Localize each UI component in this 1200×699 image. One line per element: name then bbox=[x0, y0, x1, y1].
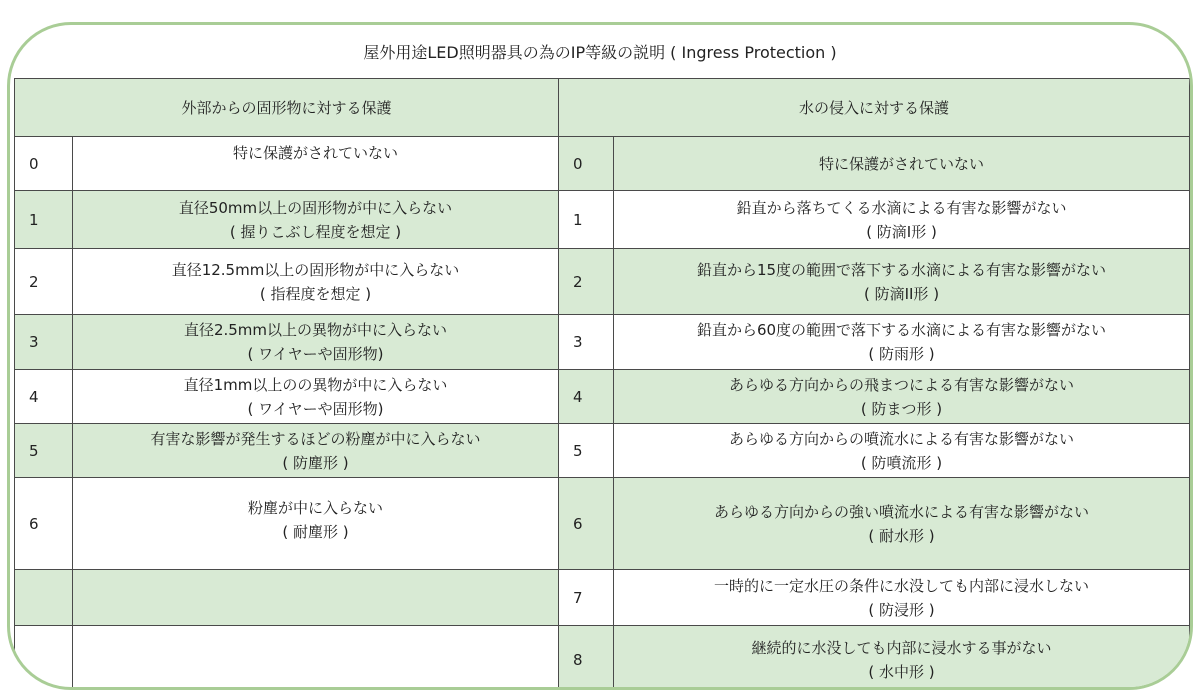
water-line1: 鉛直から15度の範囲で落下する水滴による有害な影響がない bbox=[696, 260, 1107, 279]
water-line1: あらゆる方向からの噴流水による有害な影響がない bbox=[729, 429, 1075, 448]
water-line1: 鉛直から落ちてくる水滴による有害な影響がない bbox=[736, 198, 1067, 217]
solid-line2: ( 耐塵形 ) bbox=[282, 523, 349, 541]
solid-description bbox=[73, 478, 559, 570]
water-level: 1 bbox=[559, 191, 614, 249]
table-row bbox=[15, 315, 1190, 370]
solid-level bbox=[15, 570, 73, 626]
solid-line1: 直径1mm以上のの異物が中に入らない bbox=[183, 375, 448, 394]
table-row bbox=[15, 137, 1190, 191]
header-row bbox=[15, 79, 1190, 137]
solid-description bbox=[73, 191, 559, 249]
water-description bbox=[614, 424, 1190, 478]
solid-line2: ( 指程度を想定 ) bbox=[259, 284, 372, 303]
solid-description bbox=[73, 424, 559, 478]
water-level: 7 bbox=[559, 570, 614, 626]
solid-level: 4 bbox=[15, 370, 73, 424]
water-line1: 鉛直から60度の範囲で落下する水滴による有害な影響がない bbox=[696, 321, 1107, 339]
solid-line1: 直径2.5mm以上の異物が中に入らない bbox=[183, 321, 448, 339]
water-line2: ( 水中形 ) bbox=[868, 662, 935, 681]
water-description bbox=[614, 370, 1190, 424]
water-level: 4 bbox=[559, 370, 614, 424]
ip-rating-table bbox=[14, 78, 1190, 690]
solid-line2: ( 防塵形 ) bbox=[282, 453, 349, 472]
solid-line1: 粉塵が中に入らない bbox=[248, 499, 384, 517]
table-row bbox=[15, 570, 1190, 626]
table-row bbox=[15, 424, 1190, 478]
water-line1: あらゆる方向からの飛まつによる有害な影響がない bbox=[729, 375, 1075, 394]
table-row bbox=[15, 370, 1190, 424]
water-level: 0 bbox=[559, 137, 614, 191]
water-description bbox=[614, 478, 1190, 570]
solid-level bbox=[15, 626, 73, 691]
water-line2: ( 防雨形 ) bbox=[868, 345, 935, 363]
solid-line2: ( 握りこぶし程度を想定 ) bbox=[229, 222, 402, 241]
solid-line2: ( ワイヤーや固形物) bbox=[247, 399, 384, 418]
table-row bbox=[15, 478, 1190, 570]
water-line1: あらゆる方向からの強い噴流水による有害な影響がない bbox=[714, 502, 1090, 521]
solid-line1: 直径12.5mm以上の固形物が中に入らない bbox=[171, 260, 460, 279]
water-line1: 特に保護がされていない bbox=[819, 154, 985, 173]
solid-description bbox=[73, 137, 559, 191]
solid-description bbox=[73, 370, 559, 424]
solid-description bbox=[73, 315, 559, 370]
water-level: 6 bbox=[559, 478, 614, 570]
solid-protection-header: 外部からの固形物に対する保護 bbox=[15, 79, 559, 137]
water-level: 5 bbox=[559, 424, 614, 478]
water-protection-header: 水の侵入に対する保護 bbox=[559, 79, 1190, 137]
solid-level: 2 bbox=[15, 249, 73, 315]
table-title: 屋外用途LED照明器具の為のIP等級の説明 ( Ingress Protection ) bbox=[363, 43, 837, 62]
table-row bbox=[15, 191, 1190, 249]
water-line1: 一時的に一定水圧の条件に水没しても内部に浸水しない bbox=[714, 576, 1090, 595]
water-line1: 継続的に水没しても内部に浸水する事がない bbox=[751, 638, 1052, 657]
water-description bbox=[614, 249, 1190, 315]
solid-line2: ( ワイヤーや固形物) bbox=[247, 345, 384, 363]
water-line2: ( 防噴流形 ) bbox=[860, 453, 943, 472]
water-description bbox=[614, 137, 1190, 191]
solid-level: 5 bbox=[15, 424, 73, 478]
solid-level: 1 bbox=[15, 191, 73, 249]
water-line2: ( 防滴I形 ) bbox=[866, 222, 937, 241]
water-level: 8 bbox=[559, 626, 614, 691]
solid-level: 6 bbox=[15, 478, 73, 570]
water-level: 2 bbox=[559, 249, 614, 315]
ip-rating-card bbox=[7, 22, 1193, 690]
solid-line1: 有害な影響が発生するほどの粉塵が中に入らない bbox=[150, 429, 481, 448]
water-level: 3 bbox=[559, 315, 614, 370]
water-description bbox=[614, 570, 1190, 626]
solid-description bbox=[73, 570, 559, 626]
water-line2: ( 防浸形 ) bbox=[868, 600, 935, 619]
solid-level: 0 bbox=[15, 137, 73, 191]
solid-line1: 直径50mm以上の固形物が中に入らない bbox=[178, 198, 453, 217]
solid-description bbox=[73, 626, 559, 691]
solid-line1: 特に保護がされていない bbox=[233, 144, 399, 162]
table-row bbox=[15, 626, 1190, 691]
water-description bbox=[614, 191, 1190, 249]
water-line2: ( 防滴II形 ) bbox=[863, 284, 940, 303]
table-row bbox=[15, 249, 1190, 315]
water-line2: ( 耐水形 ) bbox=[868, 526, 935, 545]
water-description bbox=[614, 315, 1190, 370]
solid-level: 3 bbox=[15, 315, 73, 370]
water-line2: ( 防まつ形 ) bbox=[860, 399, 943, 418]
water-description bbox=[614, 626, 1190, 691]
solid-description bbox=[73, 249, 559, 315]
